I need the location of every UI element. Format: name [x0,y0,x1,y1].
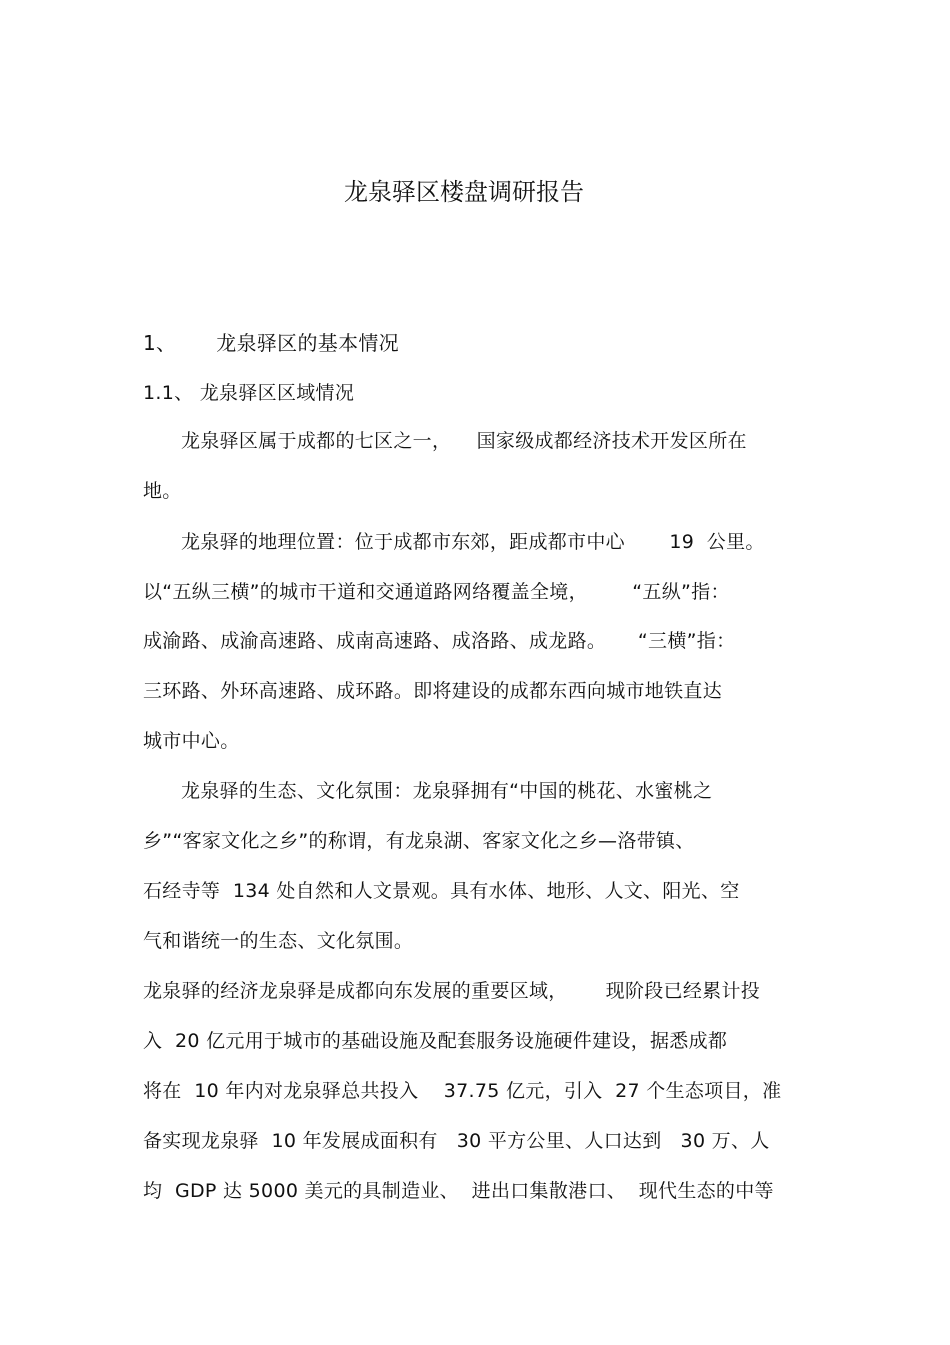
paragraph-line: 城市中心。 [143,730,240,752]
paragraph-line: 地。 [143,480,182,502]
paragraph-line: 龙泉驿的生态、文化氛围：龙泉驿拥有“中国的桃花、水蜜桃之 [143,780,713,802]
paragraph-line: 均 GDP 达 5000 美元的具制造业、 进出口集散港口、 现代生态的中等 [143,1180,774,1202]
paragraph-line: 以“五纵三横”的城市干道和交通道路网络覆盖全境， “五纵”指： [143,581,730,603]
section-heading-1: 1、 龙泉驿区的基本情况 [143,331,399,355]
paragraph-line: 成渝路、成渝高速路、成南高速路、成洛路、成龙路。 “三横”指： [143,630,736,652]
paragraph-line: 龙泉驿的经济龙泉驿是成都向东发展的重要区域， 现阶段已经累计投 [143,980,761,1002]
paragraph-line: 将在 10 年内对龙泉驿总共投入 37.75 亿元，引入 27 个生态项目，准 [143,1080,782,1102]
document-title: 龙泉驿区楼盘调研报告 [344,178,584,206]
paragraph-line: 石经寺等 134 处自然和人文景观。具有水体、地形、人文、阳光、空 [143,880,740,902]
paragraph-line: 三环路、外环高速路、成环路。即将建设的成都东西向城市地铁直达 [143,680,723,702]
paragraph-line: 气和谐统一的生态、文化氛围。 [143,930,414,952]
paragraph-line: 备实现龙泉驿 10 年发展成面积有 30 平方公里、人口达到 30 万、人 [143,1130,770,1152]
paragraph-line: 入 20 亿元用于城市的基础设施及配套服务设施硬件建设，据悉成都 [143,1030,728,1052]
paragraph-line: 龙泉驿区属于成都的七区之一， 国家级成都经济技术开发区所在 [143,430,747,452]
section-heading-1-1: 1.1、 龙泉驿区区域情况 [143,382,355,404]
paragraph-line: 龙泉驿的地理位置：位于成都市东郊，距成都市中心 19 公里。 [143,531,765,553]
paragraph-line: 乡”“客家文化之乡”的称谓，有龙泉湖、客家文化之乡—洛带镇、 [143,830,695,852]
